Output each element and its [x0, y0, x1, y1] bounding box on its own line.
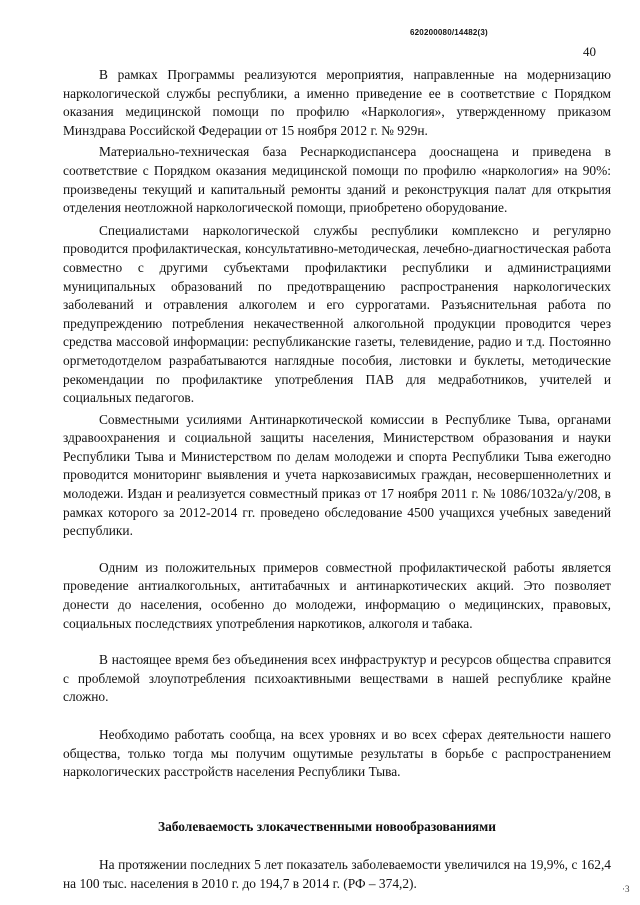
document-body [63, 66, 611, 894]
document-id: 620200080/14482(3) [410, 28, 488, 37]
section-heading: Заболеваемость злокачественными новообразованиями [158, 818, 496, 834]
paragraph-current-time: В настоящее время без объединения всех инфраструктур и ресурсов общества справится с проблемой злоупотребления психоактивными веществами в нашей республике крайне сложно. [63, 652, 611, 705]
paragraph-work-together: Необходимо работать сообща, на всех уровнях и во всех сферах деятельности нашего общества, только тогда мы получим ощутимые результаты в борьбе с распространением наркологических расстройств населения Республики Тыва. [63, 727, 611, 780]
paragraph-joint-efforts: Совместными усилиями Антинаркотической комиссии в Республике Тыва, органами здравоохранения и социальной защиты населения, Министерством образования и науки Республики Тыва и Министерством по делам молодежи и спорта Республики Тыва ежегодно проводится мониторинг выявления и учета наркозависимых граждан, несовершеннолетних и молодежи. Издан и реализуется совместный приказ от 17 ноября 2011 г. № 1086/1032а/у/208, в рамках которого за 2012-2014 гг. проведено обследование 4500 учащихся учебных заведений республики. [63, 411, 611, 539]
paragraph-specialists: Специалистами наркологической службы республики комплексно и регулярно проводится профилактическая, консультативно-методическая, лечебно-диагностическая работа совместно с другими субъектами профилактики республики и администрациями муниципальных образований по предотвращению распространения наркологических заболеваний и отравления алкоголем и его суррогатами. Разъяснительная работа по предупреждению потребления некачественной алкогольной продукции проводится через средства массовой информации: республиканские газеты, телевидение, радио и т.д. Постоянно оргметодотделом разрабатываются наглядные пособия, листовки и буклеты, методические рекомендации по профилактике употребления ПАВ для медработников, учителей и социальных педагогов. [63, 222, 611, 406]
paragraph-program-measures: В рамках Программы реализуются мероприятия, направленные на модернизацию наркологической службы республики, а именно приведение ее в соответствие с Порядком оказания медицинской помощи по профилю «Наркология», утвержденному приказом Минздрава Российской Федерации от 15 ноября 2012 г. № 929н. [63, 67, 611, 138]
paragraph-incidence: На протяжении последних 5 лет показатель заболеваемости увеличился на 19,9%, с 162,4 на 100 тыс. населения в 2010 г. до 194,7 в 2014 г. (РФ – 374,2). [63, 857, 611, 891]
paragraph-material-base: Материально-техническая база Реснаркодиспансера дооснащена и приведена в соответствие с Порядком оказания медицинской помощи по профилю «наркология» на 90%: произведены текущий и капитальный ремонты зданий и реконструкция палат для открытия отделения неотложной наркологической помощи, приобретено оборудование. [63, 144, 611, 216]
paragraph-positive-examples: Одним из положительных примеров совместной профилактической работы является проведение антиалкогольных, антитабачных и антинаркотических акций. Это позволяет донести до населения, особенно до молодежи, информацию о медицинских, правовых, социальных последствиях употребления наркотиков, алкоголя и табака. [63, 559, 611, 631]
page-number: 40 [583, 44, 596, 59]
corner-mark: ·3 [622, 884, 630, 894]
